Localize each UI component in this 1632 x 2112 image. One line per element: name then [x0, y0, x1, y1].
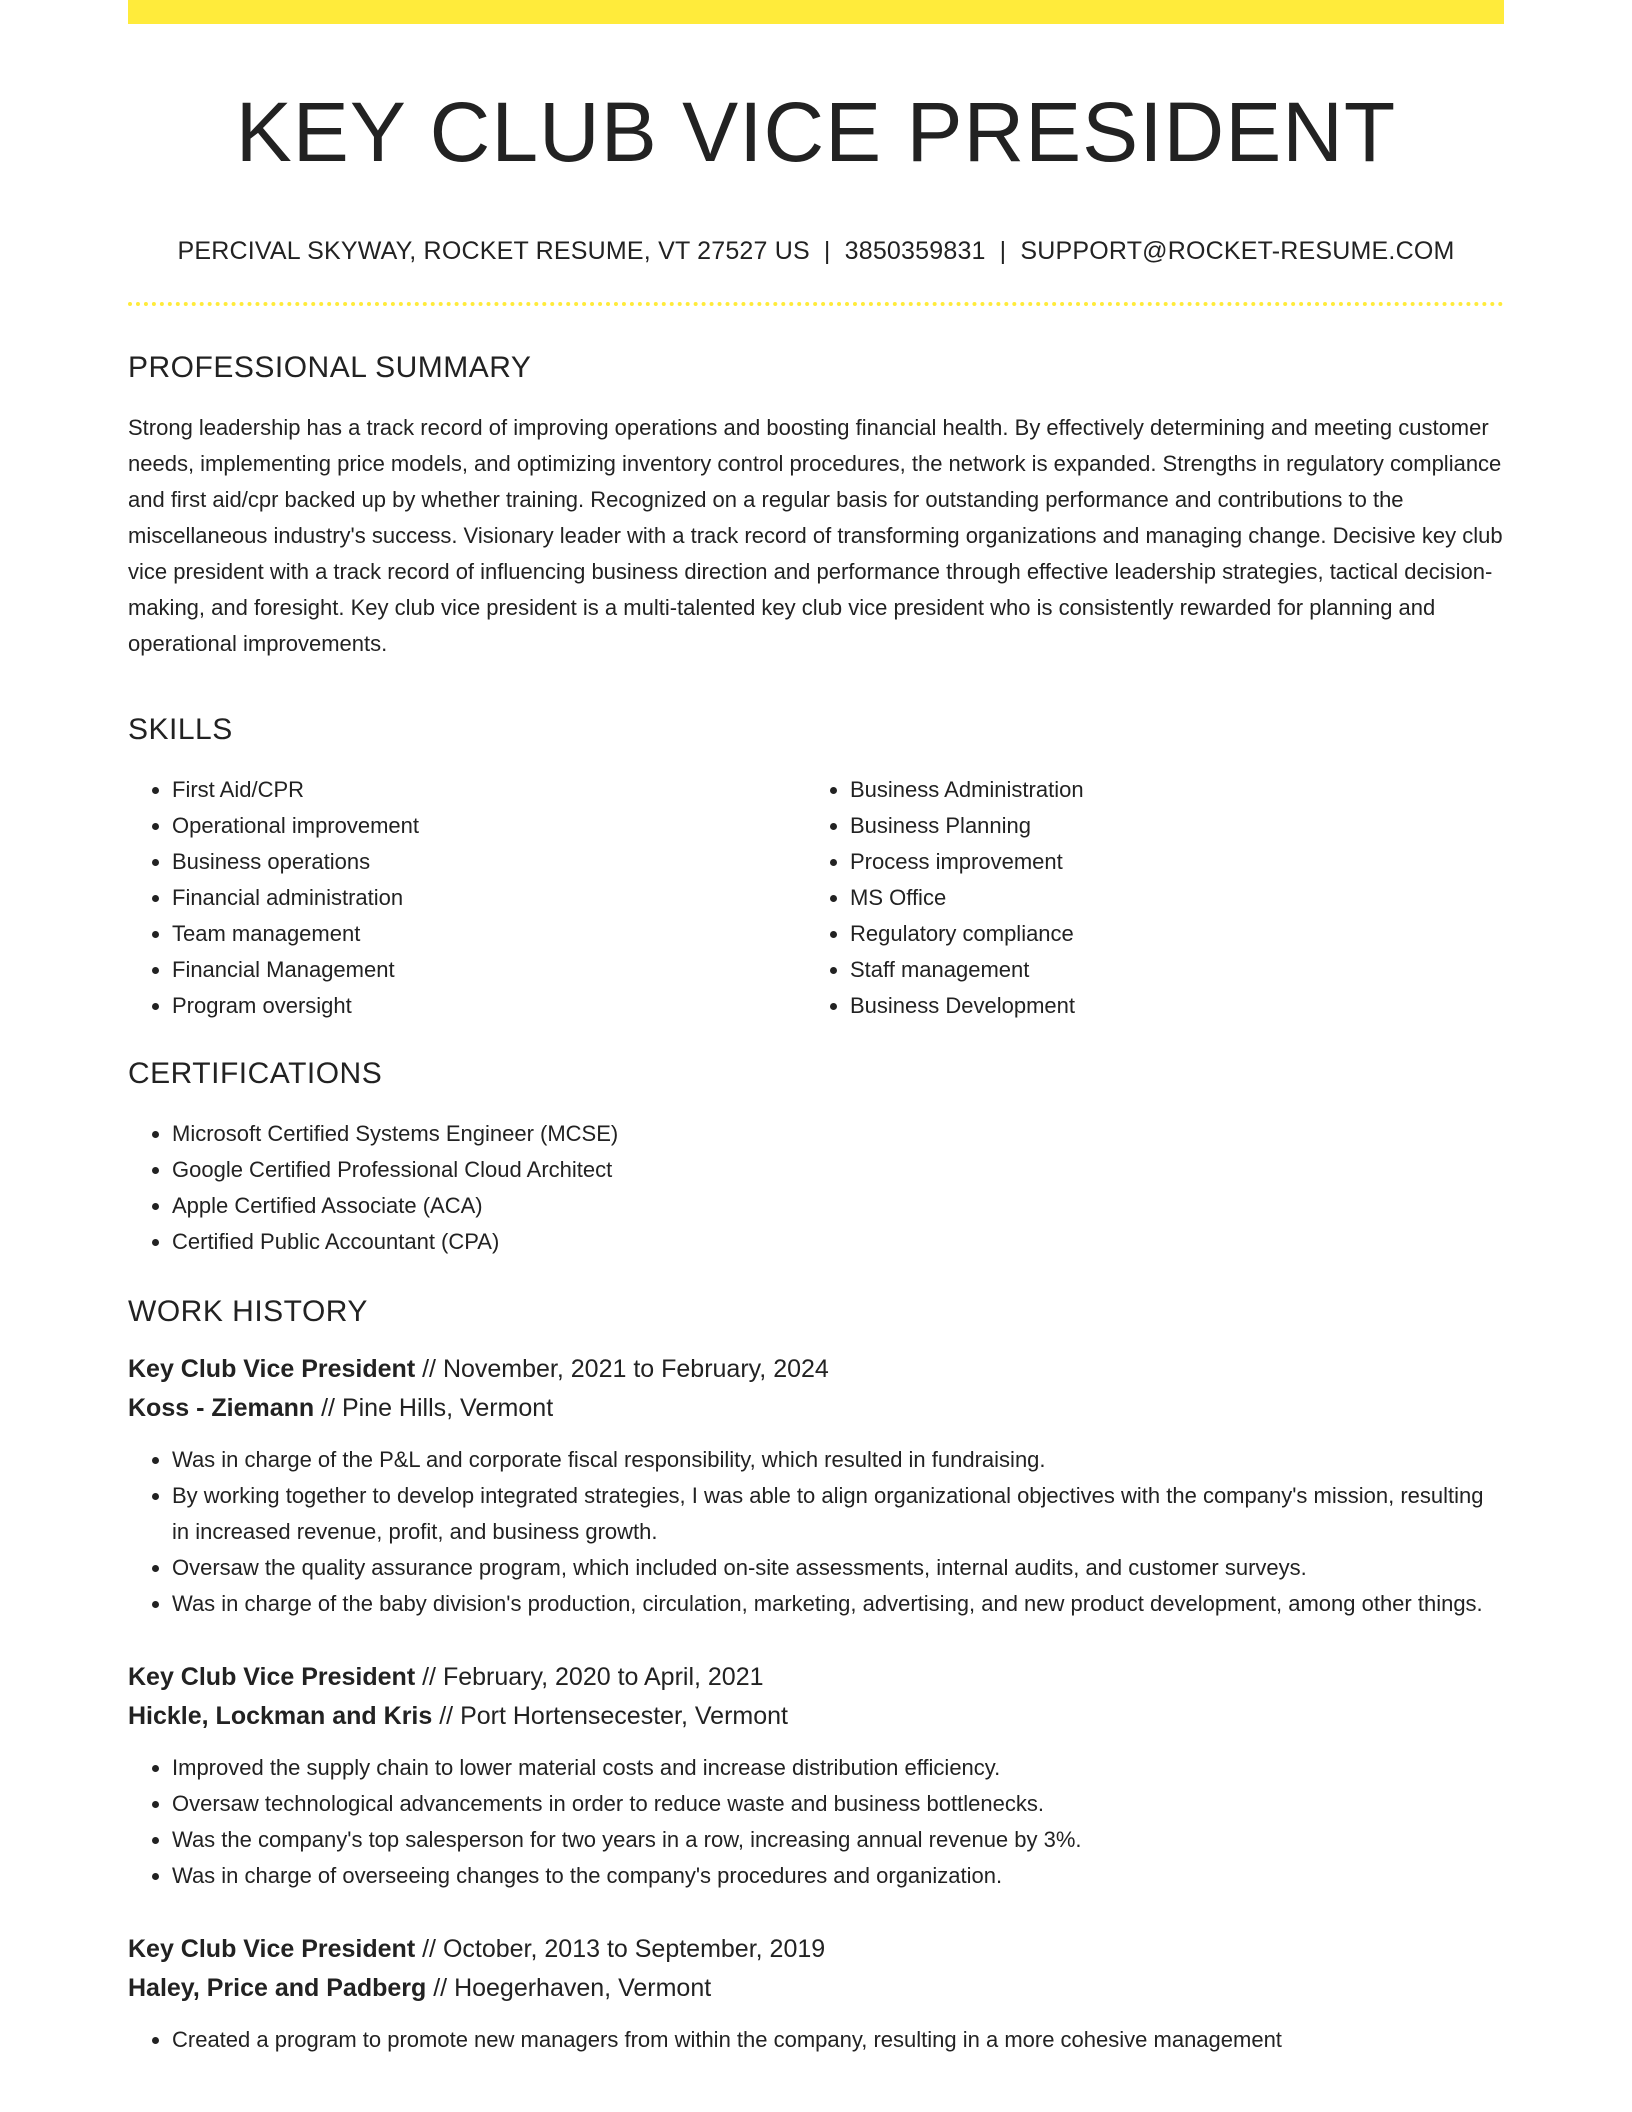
job-company-line: [128, 1389, 1504, 1428]
job-bullet: • Was in charge of overseeing changes to the company's procedures and organization.: [172, 1858, 1504, 1894]
job-entry: [128, 1658, 1504, 1894]
certifications-heading: CERTIFICATIONS: [128, 1057, 383, 1091]
skill-item: • Program oversight: [172, 988, 806, 1024]
skills-columns: [128, 772, 1504, 1024]
skills-list-right: [806, 772, 1484, 1024]
job-company-line: [128, 1969, 1504, 2008]
job-location: // Port Hortensecester, Vermont: [432, 1702, 788, 1731]
job-bullet: • Was the company's top salesperson for two years in a row, increasing annual revenue by 3%.: [172, 1822, 1504, 1858]
job-bullets: [128, 2022, 1504, 2058]
certifications-section: [128, 1056, 1504, 1260]
skill-item: • Regulatory compliance: [850, 916, 1484, 952]
job-entry: [128, 1350, 1504, 1622]
job-role: Key Club Vice President: [128, 1663, 416, 1692]
skill-item: • Business operations: [172, 844, 806, 880]
job-role: Key Club Vice President: [128, 1355, 416, 1384]
certification-item: • Google Certified Professional Cloud Architect: [172, 1152, 1504, 1188]
skill-item: • Business Administration: [850, 772, 1484, 808]
contact-address: PERCIVAL SKYWAY, ROCKET RESUME, VT 27527 US: [177, 237, 810, 266]
job-title-line: [128, 1658, 1504, 1697]
job-role: Key Club Vice President: [128, 1935, 416, 1964]
resume-name: KEY CLUB VICE PRESIDENT: [235, 85, 1397, 179]
skill-item: • Business Development: [850, 988, 1484, 1024]
dotted-divider: [128, 302, 1504, 306]
job-bullet: • Was in charge of the baby division's production, circulation, marketing, advertising, and new product development, among other things.: [172, 1586, 1504, 1622]
contact-phone: 3850359831: [844, 237, 986, 266]
skills-section: [128, 712, 1504, 1024]
job-company: Hickle, Lockman and Kris: [128, 1702, 433, 1731]
skill-item: • Financial administration: [172, 880, 806, 916]
job-location: // Hoegerhaven, Vermont: [426, 1974, 712, 2003]
skill-item: • Process improvement: [850, 844, 1484, 880]
job-company: Haley, Price and Padberg: [128, 1974, 427, 2003]
skill-item: • Staff management: [850, 952, 1484, 988]
contact-separator: |: [999, 237, 1007, 266]
job-title-line: [128, 1930, 1504, 1969]
certification-item: • Microsoft Certified Systems Engineer (MCSE): [172, 1116, 1504, 1152]
skill-item: • MS Office: [850, 880, 1484, 916]
certifications-list: [128, 1116, 1504, 1260]
job-bullet: • Oversaw the quality assurance program, which included on-site assessments, internal audits, and customer surveys.: [172, 1550, 1504, 1586]
accent-bar: [128, 0, 1504, 24]
job-dates: // October, 2013 to September, 2019: [415, 1935, 826, 1964]
skills-list-left: [128, 772, 806, 1024]
job-bullet: • Was in charge of the P&L and corporate fiscal responsibility, which resulted in fundraising.: [172, 1442, 1504, 1478]
certification-item: • Apple Certified Associate (ACA): [172, 1188, 1504, 1224]
job-bullets: [128, 1750, 1504, 1894]
contact-separator: |: [823, 237, 831, 266]
job-bullet: • Oversaw technological advancements in order to reduce waste and business bottlenecks.: [172, 1786, 1504, 1822]
summary-section: [128, 350, 1504, 662]
skill-item: • Financial Management: [172, 952, 806, 988]
skills-heading: SKILLS: [128, 713, 233, 747]
skill-item: • Business Planning: [850, 808, 1484, 844]
summary-text: Strong leadership has a track record of improving operations and boosting financial health. By effectively determining and meeting customer needs, implementing price models, and optimizing inventory control procedures, the network is expanded. Strengths in regulatory compliance and first aid/cpr backed up by whether training. Recognized on a regular basis for outstanding performance and contributions to the miscellaneous industry's success. Visionary leader with a track record of transforming organizations and managing change. Decisive key club vice president with a track record of influencing business direction and performance through effective leadership strategies, tactical decision-making, and foresight. Key club vice president is a multi-talented key club vice president who is consistently rewarded for planning and operational improvements.: [128, 415, 1503, 657]
resume-page: [128, 0, 1504, 2058]
work-history-section: [128, 1294, 1504, 2058]
job-bullet: • By working together to develop integrated strategies, I was able to align organizational objectives with the company's mission, resulting in increased revenue, profit, and business growth.: [172, 1478, 1504, 1550]
work-history-heading: WORK HISTORY: [128, 1295, 368, 1329]
summary-heading: PROFESSIONAL SUMMARY: [128, 351, 532, 385]
skill-item: • Operational improvement: [172, 808, 806, 844]
skill-item: • Team management: [172, 916, 806, 952]
skill-item: • First Aid/CPR: [172, 772, 806, 808]
contact-email: SUPPORT@ROCKET-RESUME.COM: [1020, 237, 1455, 266]
job-bullet: • Created a program to promote new managers from within the company, resulting in a more cohesive management: [172, 2022, 1504, 2058]
job-bullet: • Improved the supply chain to lower material costs and increase distribution efficiency.: [172, 1750, 1504, 1786]
certification-item: • Certified Public Accountant (CPA): [172, 1224, 1504, 1260]
skills-column-right: [806, 772, 1484, 1024]
job-dates: // November, 2021 to February, 2024: [415, 1355, 829, 1384]
job-entry: [128, 1930, 1504, 2058]
job-location: // Pine Hills, Vermont: [314, 1394, 554, 1423]
job-title-line: [128, 1350, 1504, 1389]
skills-column-left: [128, 772, 806, 1024]
job-company-line: [128, 1697, 1504, 1736]
job-bullets: [128, 1442, 1504, 1622]
contact-line: [128, 236, 1504, 266]
job-dates: // February, 2020 to April, 2021: [415, 1663, 764, 1692]
job-company: Koss - Ziemann: [128, 1394, 315, 1423]
